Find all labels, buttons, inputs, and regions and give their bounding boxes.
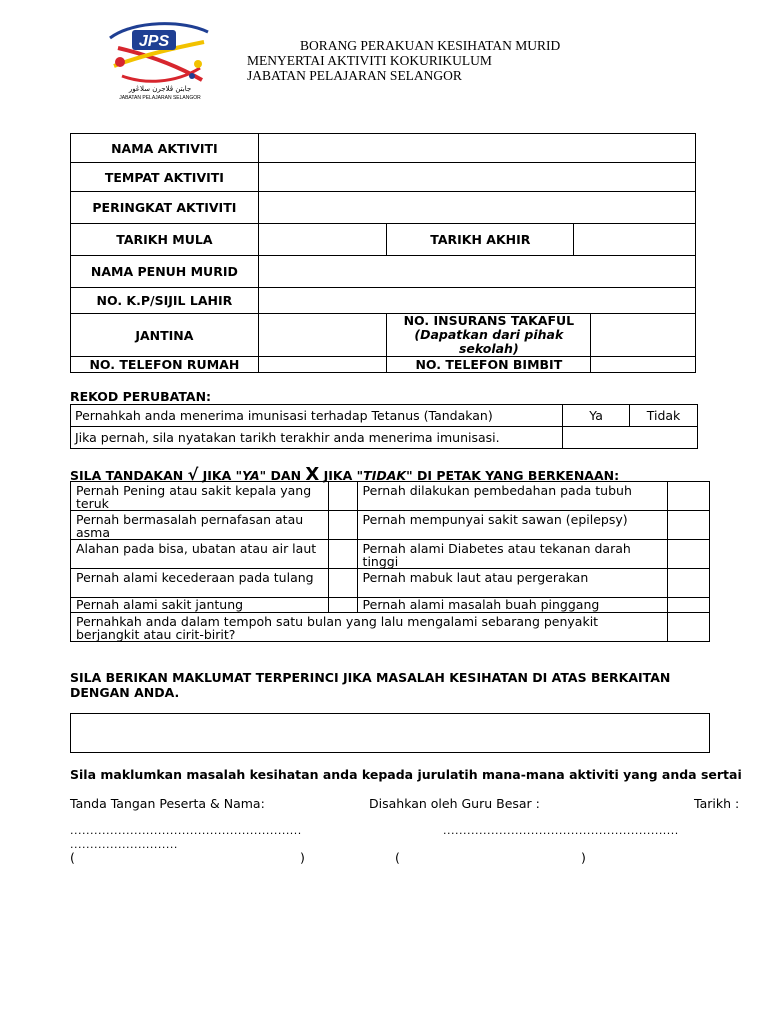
signature-line-peserta[interactable]: .......................................................... — [70, 824, 302, 837]
date-line[interactable]: ........................... — [70, 838, 178, 851]
student-info-table — [70, 133, 696, 373]
condition-buah-pinggang: Pernah alami masalah buah pinggang — [357, 598, 668, 613]
field-tarikh-akhir[interactable] — [574, 224, 696, 256]
paren-open-guru: ( — [395, 850, 400, 865]
instruction-part-4: JIKA — [319, 468, 357, 483]
paren-close-peserta: ) — [300, 850, 305, 865]
condition-kecederaan: Pernah alami kecederaan pada tulang — [71, 569, 329, 598]
paren-open-peserta: ( — [70, 850, 75, 865]
label-jantina: JANTINA — [71, 314, 259, 357]
field-tarikh-mula[interactable] — [258, 224, 387, 256]
label-tel-bimbit: NO. TELEFON BIMBIT — [387, 357, 591, 373]
rekod-table — [70, 404, 698, 449]
label-tel-rumah: NO. TELEFON RUMAH — [71, 357, 259, 373]
label-peringkat-aktiviti: PERINGKAT AKTIVITI — [71, 192, 259, 224]
rekod-q2: Jika pernah, sila nyatakan tarikh terakhir anda menerima imunisasi. — [71, 427, 563, 449]
label-tanda-tangan-peserta: Tanda Tangan Peserta & Nama: — [70, 796, 265, 811]
label-tempat-aktiviti: TEMPAT AKTIVITI — [71, 163, 259, 192]
label-nama-penuh: NAMA PENUH MURID — [71, 256, 259, 288]
field-jantina[interactable] — [258, 314, 387, 357]
checkbox-buah-pinggang[interactable] — [668, 598, 710, 613]
checkbox-pening[interactable] — [328, 482, 357, 511]
label-no-kp: NO. K.P/SIJIL LAHIR — [71, 288, 259, 314]
field-nama-aktiviti[interactable] — [258, 134, 695, 163]
instruction-tidak: "TIDAK" — [356, 468, 413, 483]
detail-textarea[interactable] — [70, 713, 710, 753]
checkbox-sawan[interactable] — [668, 511, 710, 540]
field-nama-penuh[interactable] — [258, 256, 695, 288]
field-tarikh-imunisasi[interactable] — [563, 427, 698, 449]
instruction-part-5: DI PETAK YANG BERKENAAN: — [412, 468, 620, 483]
label-tarikh-mula: TARIKH MULA — [71, 224, 259, 256]
check-mark-icon: √ — [187, 465, 199, 484]
label-insurans-note: (Dapatkan dari pihak sekolah) — [414, 327, 564, 356]
logo-subtitle: JABATAN PELAJARAN SELANGOR — [119, 95, 201, 101]
header-line-3: JABATAN PELAJARAN SELANGOR — [247, 68, 462, 83]
condition-alahan: Alahan pada bisa, ubatan atau air laut — [71, 540, 329, 569]
detail-title: SILA BERIKAN MAKLUMAT TERPERINCI JIKA MASALAH KESIHATAN DI ATAS BERKAITAN DENGAN ANDA. — [70, 670, 671, 700]
instruction-ya: "YA" — [235, 468, 267, 483]
condition-sawan: Pernah mempunyai sakit sawan (epilepsy) — [357, 511, 668, 540]
header-line-1: BORANG PERAKUAN KESIHATAN MURID — [300, 38, 561, 53]
checkbox-mabuk[interactable] — [668, 569, 710, 598]
signature-line-guru[interactable]: ........................................................... — [443, 824, 679, 837]
conditions-table — [70, 481, 710, 642]
jps-logo-graphic — [104, 18, 216, 102]
checkbox-pembedahan[interactable] — [668, 482, 710, 511]
instruction-part-3: DAN — [266, 468, 306, 483]
instruction-part-2: JIKA — [198, 468, 236, 483]
field-peringkat-aktiviti[interactable] — [258, 192, 695, 224]
label-insurans — [387, 314, 591, 357]
logo-text: JPS — [138, 33, 170, 50]
checkbox-jantung[interactable] — [328, 598, 357, 613]
condition-diabetes: Pernah alami Diabetes atau tekanan darah tinggi — [357, 540, 668, 569]
checkbox-penyakit-berjangkit[interactable] — [668, 613, 710, 642]
checkbox-pernafasan[interactable] — [328, 511, 357, 540]
label-nama-aktiviti: NAMA AKTIVITI — [71, 134, 259, 163]
checkbox-diabetes[interactable] — [668, 540, 710, 569]
condition-pembedahan: Pernah dilakukan pembedahan pada tubuh — [357, 482, 668, 511]
condition-penyakit-berjangkit: Pernahkah anda dalam tempoh satu bulan yang lalu mengalami sebarang penyakit berjangkit atau cirit-birit? — [71, 613, 668, 642]
field-no-kp[interactable] — [258, 288, 695, 314]
checkbox-ya[interactable]: Ya — [563, 405, 630, 427]
rekod-q1: Pernahkah anda menerima imunisasi terhadap Tetanus (Tandakan) — [71, 405, 563, 427]
checkbox-tidak[interactable]: Tidak — [630, 405, 698, 427]
field-tel-rumah[interactable] — [258, 357, 387, 373]
logo-jawi: جابتن ڤلاجرن سلاڠور — [128, 85, 192, 93]
rekod-title: REKOD PERUBATAN: — [70, 389, 212, 404]
field-tempat-aktiviti[interactable] — [258, 163, 695, 192]
label-insurans-title: NO. INSURANS TAKAFUL — [403, 313, 575, 328]
notice-text: Sila maklumkan masalah kesihatan anda kepada jurulatih mana-mana aktiviti yang anda sertai — [70, 767, 742, 782]
condition-mabuk: Pernah mabuk laut atau pergerakan — [357, 569, 668, 598]
checkbox-kecederaan[interactable] — [328, 569, 357, 598]
label-tarikh-akhir: TARIKH AKHIR — [387, 224, 574, 256]
label-disahkan-guru-besar: Disahkan oleh Guru Besar : — [369, 796, 540, 811]
checkbox-alahan[interactable] — [328, 540, 357, 569]
condition-pening: Pernah Pening atau sakit kepala yang teruk — [71, 482, 329, 511]
instruction-part-1: SILA TANDAKAN — [70, 468, 188, 483]
field-tel-bimbit[interactable] — [591, 357, 696, 373]
cross-mark-icon: X — [305, 464, 320, 485]
field-insurans[interactable] — [591, 314, 696, 357]
header-line-2: MENYERTAI AKTIVITI KOKURIKULUM — [247, 53, 492, 68]
paren-close-guru: ) — [581, 850, 586, 865]
jps-logo — [104, 18, 216, 102]
condition-pernafasan: Pernah bermasalah pernafasan atau asma — [71, 511, 329, 540]
label-tarikh: Tarikh : — [694, 796, 740, 811]
condition-jantung: Pernah alami sakit jantung — [71, 598, 329, 613]
